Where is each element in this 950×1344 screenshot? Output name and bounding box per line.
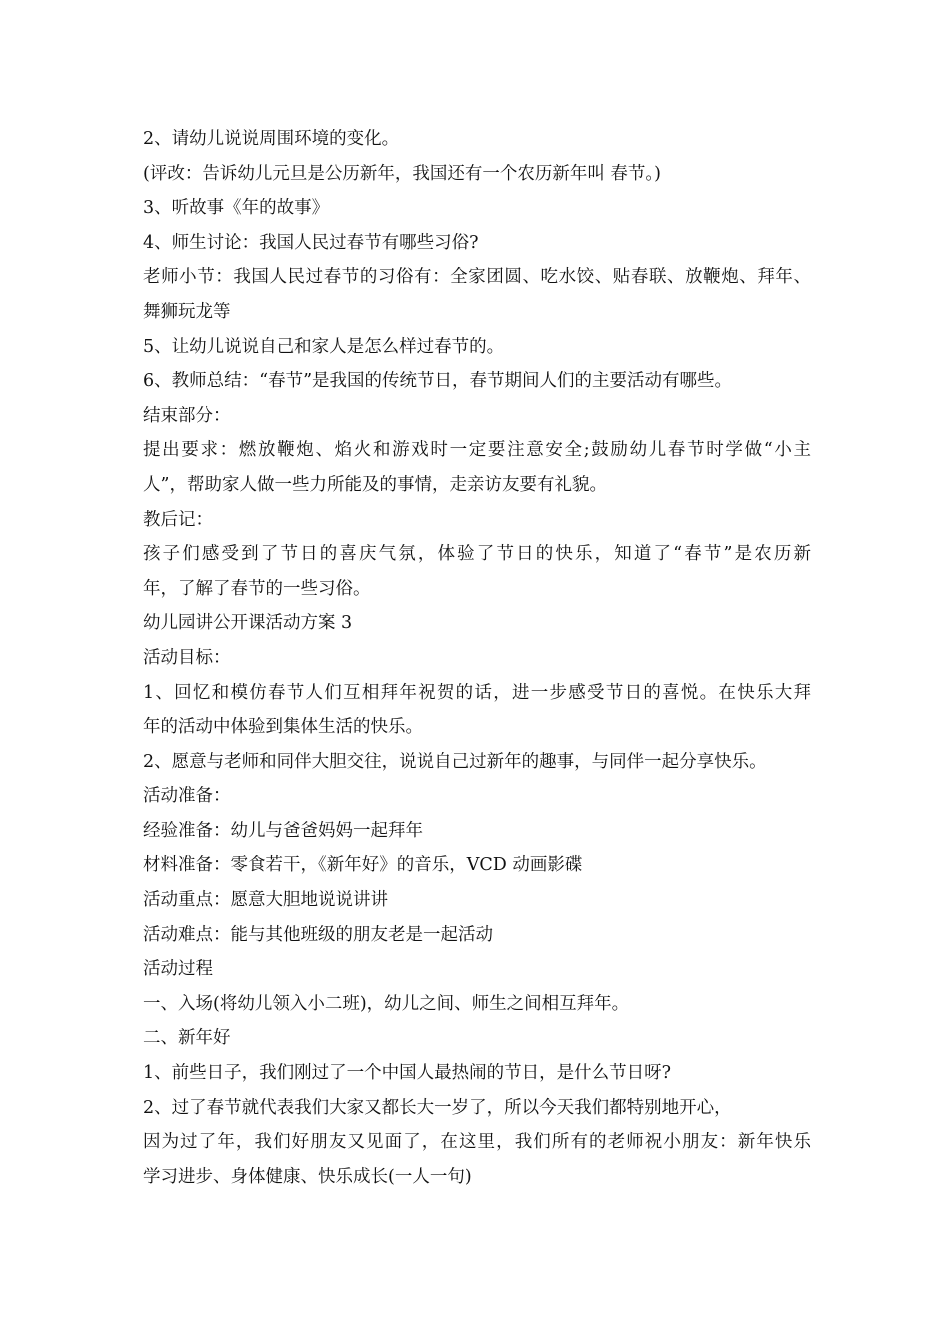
text-line: 教后记： [143,509,213,530]
text-line: 2、愿意与老师和同伴大胆交往，说说自己过新年的趣事，与同伴一起分享快乐。 [143,751,767,772]
text-line: 2、过了春节就代表我们大家又都长大一岁了，所以今天我们都特别地开心， [143,1097,732,1118]
text-line: 老师小节：我国人民过春节的习俗有：全家团圆、吃水饺、贴春联、放鞭炮、拜年、 [143,267,811,288]
text-line: 结束部分： [143,405,231,426]
text-line: 舞狮玩龙等 [143,301,231,322]
text-line: 活动难点：能与其他班级的朋友老是一起活动 [143,924,493,945]
text-line: 活动过程 [143,959,213,980]
text-line: 幼儿园讲公开课活动方案 3 [143,613,353,634]
text-line: 年，了解了春节的一些习俗。 [143,578,371,599]
text-line: 二、新年好 [143,1028,231,1049]
text-line: 一、入场(将幼儿领入小二班)，幼儿之间、师生之间相互拜年。 [143,993,630,1014]
text-line: 1、前些日子，我们刚过了一个中国人最热闹的节日，是什么节日呀? [143,1063,672,1084]
text-line: 活动重点：愿意大胆地说说讲讲 [143,890,388,911]
text-line: 人”，帮助家人做一些力所能及的事情，走亲访友要有礼貌。 [143,474,607,495]
text-line: 提出要求：燃放鞭炮、焰火和游戏时一定要注意安全;鼓励幼儿春节时学做“小主 [143,440,811,461]
text-line: 学习进步、身体健康、快乐成长(一人一句) [143,1166,472,1187]
text-line: 因为过了年，我们好朋友又见面了，在这里，我们所有的老师祝小朋友：新年快乐 [143,1132,811,1153]
text-line: 经验准备：幼儿与爸爸妈妈一起拜年 [143,820,423,841]
text-line: 5、让幼儿说说自己和家人是怎么样过春节的。 [143,336,505,357]
text-line: 6、教师总结：“春节”是我国的传统节日，春节期间人们的主要活动有哪些。 [143,371,733,392]
text-line: 3、听故事《年的故事》 [143,198,330,219]
text-line: 2、请幼儿说说周围环境的变化。 [143,129,400,149]
text-line: 1、回忆和模仿春节人们互相拜年祝贺的话，进一步感受节日的喜悦。在快乐大拜 [143,682,811,703]
text-line: 4、师生讨论：我国人民过春节有哪些习俗? [143,232,479,253]
text-line: 孩子们感受到了节日的喜庆气氛，体验了节日的快乐，知道了“春节”是农历新 [143,544,811,565]
text-line: 材料准备：零食若干，《新年好》的音乐，VCD 动画影碟 [143,855,583,876]
text-line: 活动目标： [143,647,231,668]
text-line: (评改：告诉幼儿元旦是公历新年，我国还有一个农历新年叫 春节。) [143,163,661,184]
document-body [143,122,811,1194]
text-line: 年的活动中体验到集体生活的快乐。 [143,717,423,738]
text-line: 活动准备： [143,786,231,807]
